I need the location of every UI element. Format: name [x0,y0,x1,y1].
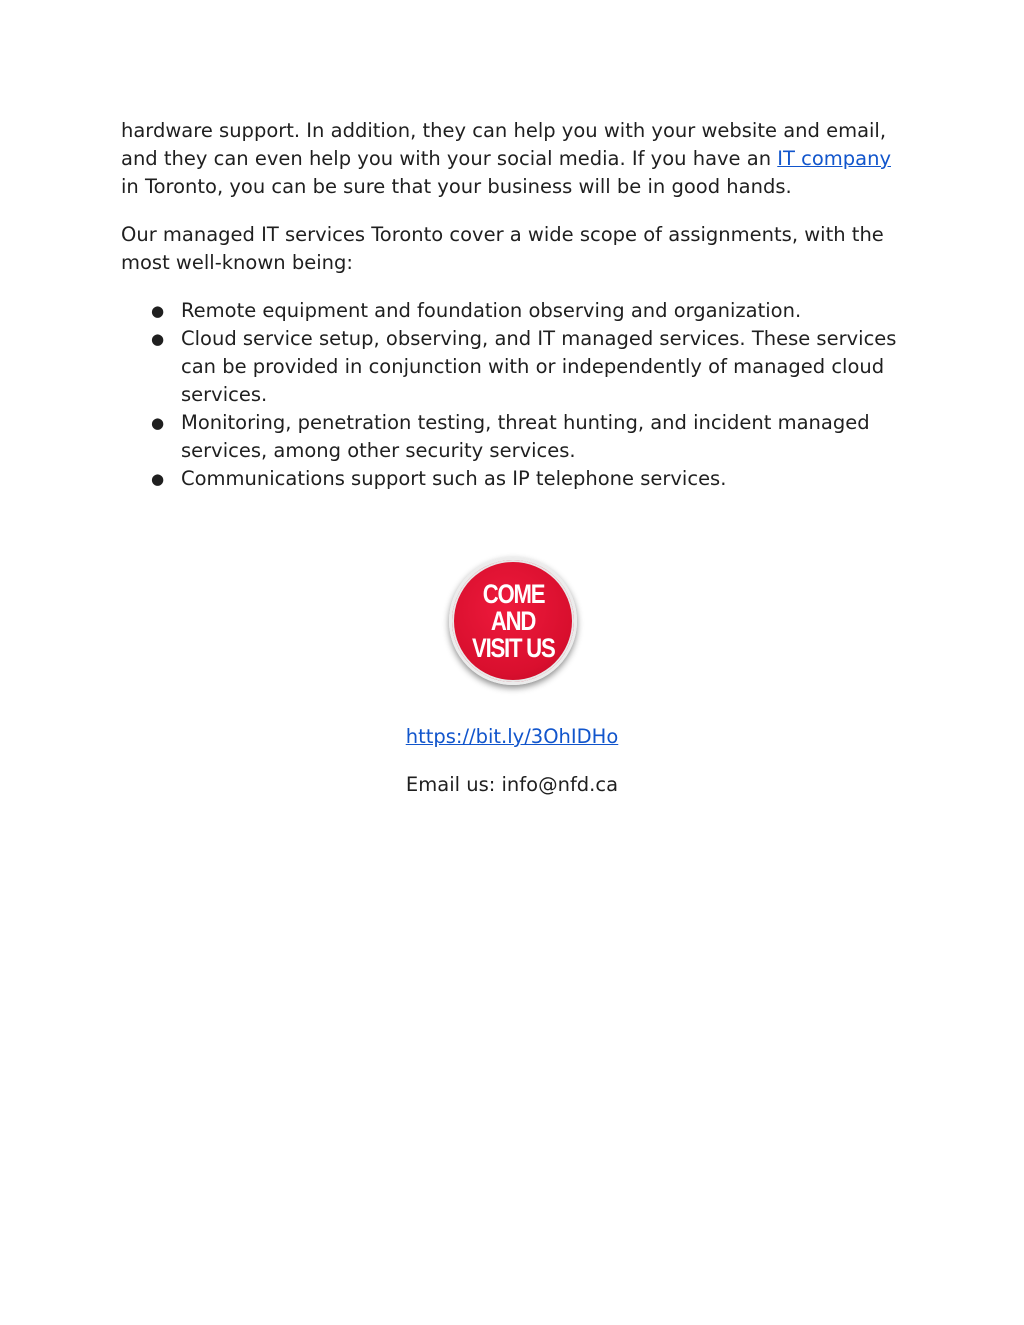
services-list [121,297,911,493]
list-item [121,297,911,325]
document-body [121,117,911,493]
list-item [121,325,911,409]
badge-circle [449,557,577,685]
badge-line-2: AND [490,605,536,636]
badge-line-1: COME [482,578,544,609]
bullet-icon: ● [151,302,165,320]
url-line [0,723,1024,751]
it-company-link[interactable]: IT company [777,147,891,170]
bullet-icon: ● [151,470,165,488]
list-item-text: Cloud service setup, observing, and IT managed services. These services can be provided in conjunction with or independently of managed cloud services. [181,327,897,406]
bullet-icon: ● [151,414,165,432]
email-line: Email us: info@nfd.ca [405,773,619,796]
intro-paragraph [121,117,911,201]
intro-text-end: in Toronto, you can be sure that your business will be in good hands. [121,175,792,198]
bullet-icon: ● [151,330,165,348]
lead-paragraph: Our managed IT services Toronto cover a wide scope of assignments, with the most well-known being: [121,223,884,274]
list-item-text: Remote equipment and foundation observing and organization. [181,299,802,322]
list-item-text: Communications support such as IP telephone services. [181,467,727,490]
list-item-text: Monitoring, penetration testing, threat hunting, and incident managed services, among other security services. [181,411,870,462]
list-item [121,409,911,465]
list-item [121,465,911,493]
come-and-visit-us-badge [449,557,577,685]
intro-text-start: hardware support. In addition, they can help you with your website and email, and they can even help you with your social media. If you have an [121,119,887,170]
short-url-link[interactable]: https://bit.ly/3OhIDHo [405,725,619,748]
badge-line-3: VISIT US [471,632,555,663]
